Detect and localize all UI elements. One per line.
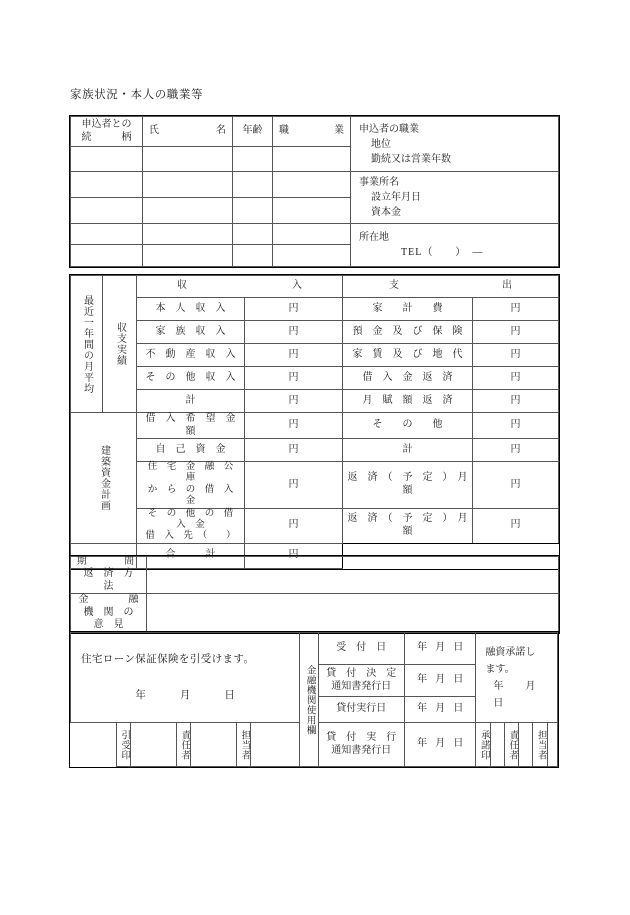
approval-stamp-box-shodakuin[interactable] (490, 723, 504, 767)
approval-stamp-label-tantousha: 担当者 (533, 723, 547, 767)
terms-value-opinion[interactable] (147, 594, 559, 633)
plan-right-amount[interactable]: 円 (473, 508, 559, 543)
plan-right-amount[interactable]: 円 (473, 462, 559, 509)
plan-amount[interactable]: 円 (245, 508, 343, 543)
terms-label-period: 期 間 返 済 方 法 (71, 557, 147, 594)
terms-row-opinion[interactable] (71, 594, 559, 633)
plan-right-label: 返 済 （ 予 定 ） 月 額 (343, 462, 473, 509)
page-title: 家族状況・本人の職業等 (70, 89, 204, 101)
occupation-cell[interactable] (273, 245, 351, 267)
plan-label: 住 宅 金 融 公 庫 か ら の 借 入 金 (137, 462, 245, 509)
income-label: 不 動 産 収 入 (137, 344, 245, 367)
approval-stamp-label-shodakuin: 承諾印 (476, 723, 490, 767)
plan-label: そ の 他 の 借 入 金 借 入 先 （ ） (137, 508, 245, 543)
name-cell[interactable] (143, 198, 233, 224)
age-cell[interactable] (233, 198, 273, 224)
occupation-cell[interactable] (273, 224, 351, 245)
stamp-label-sekininsha: 責任者 (176, 723, 190, 767)
approval-stamp-box-tantousha[interactable] (547, 723, 557, 767)
name-cell[interactable] (143, 245, 233, 267)
stamp-label-tantousha: 担当者 (236, 723, 250, 767)
table-row[interactable] (71, 172, 559, 198)
name-cell[interactable] (143, 172, 233, 198)
table-header-row (71, 117, 559, 147)
stamp-box-uketori-in[interactable] (131, 723, 177, 767)
relation-cell[interactable] (71, 172, 143, 198)
income-label: そ の 他 収 入 (137, 367, 245, 390)
income-label: 本 人 収 入 (137, 298, 245, 321)
age-cell[interactable] (233, 224, 273, 245)
plan-row[interactable] (71, 439, 559, 462)
expense-label: 借 入 金 返 済 (343, 367, 473, 390)
col-header-name: 氏 名 (143, 117, 233, 147)
name-cell[interactable] (143, 224, 233, 245)
plan-right-amount[interactable]: 円 (473, 439, 559, 462)
terms-table (70, 556, 559, 633)
family-occupation-table (70, 116, 559, 267)
bank-use-date-loan-decision-notice[interactable]: 年 月 日 (405, 665, 476, 697)
grand-total-amount[interactable]: 円 (245, 543, 343, 568)
name-cell[interactable] (143, 147, 233, 172)
insurance-stamp-spacer (71, 723, 117, 767)
bank-use-label-loan-decision-notice: 貸 付 決 定 通知書発行日 (318, 665, 405, 697)
col-header-expense: 支 出 (343, 276, 559, 298)
expense-amount[interactable]: 円 (473, 367, 559, 390)
income-total-amount[interactable]: 円 (245, 390, 343, 413)
budget-row[interactable] (71, 344, 559, 367)
budget-row[interactable] (71, 321, 559, 344)
expense-label: 家 賃 及 び 地 代 (343, 344, 473, 367)
occupation-cell[interactable] (273, 172, 351, 198)
side-label-actual-results: 収支実績 (103, 276, 137, 413)
stamp-box-sekininsha[interactable] (191, 723, 237, 767)
income-label: 家 族 収 入 (137, 321, 245, 344)
expense-amount[interactable]: 円 (473, 344, 559, 367)
budget-row[interactable] (71, 298, 559, 321)
relation-cell[interactable] (71, 198, 143, 224)
approval-stamp-box-sekininsha[interactable] (519, 723, 533, 767)
budget-and-funding-table (70, 275, 559, 569)
expense-amount[interactable]: 円 (473, 321, 559, 344)
bank-use-label-loan-execution-date: 貸付実行日 (318, 697, 405, 723)
plan-right-label: 計 (343, 439, 473, 462)
bank-use-side-label: 金融機関使用欄 (300, 633, 318, 767)
side-label-recent-average: 最近一年間の月平均 (71, 276, 103, 413)
side-label-funding-plan: 建築資金計画 (71, 413, 137, 544)
expense-amount[interactable]: 円 (473, 390, 559, 413)
plan-row[interactable] (71, 508, 559, 543)
terms-row-period[interactable] (71, 557, 559, 594)
stamp-box-tantousha[interactable] (251, 723, 300, 767)
plan-right-label: 返 済 （ 予 定 ） 月 額 (343, 508, 473, 543)
expense-amount[interactable]: 円 (473, 298, 559, 321)
income-total-label: 計 (137, 390, 245, 413)
income-amount[interactable]: 円 (245, 367, 343, 390)
bottom-row-1 (71, 633, 558, 665)
plan-amount[interactable]: 円 (245, 439, 343, 462)
plan-right-amount[interactable]: 円 (473, 413, 559, 439)
bank-use-date-receipt[interactable]: 年 月 日 (405, 633, 476, 665)
expense-label: 月 賦 額 返 済 (343, 390, 473, 413)
expense-label: 預 金 及 び 保 険 (343, 321, 473, 344)
col-header-relation: 申込者との 続 柄 (71, 117, 143, 147)
occupation-cell[interactable] (273, 198, 351, 224)
business-office-block: 事業所名 設立年月日 資本金 (351, 172, 559, 224)
income-amount[interactable]: 円 (245, 321, 343, 344)
age-cell[interactable] (233, 147, 273, 172)
plan-amount[interactable]: 円 (245, 462, 343, 509)
occupation-cell[interactable] (273, 147, 351, 172)
terms-label-opinion: 金 融 機 関 の 意 見 (71, 594, 147, 633)
bank-use-date-loan-execution-notice[interactable]: 年 月 日 (405, 723, 476, 767)
bank-use-label-receipt-date: 受 付 日 (318, 633, 405, 665)
budget-header-row (71, 276, 559, 298)
plan-amount[interactable]: 円 (245, 413, 343, 439)
grand-total-label: 合 計 (137, 543, 245, 568)
budget-row[interactable] (71, 367, 559, 390)
relation-cell[interactable] (71, 224, 143, 245)
age-cell[interactable] (233, 172, 273, 198)
approval-stamp-label-sekininsha: 責任者 (504, 723, 518, 767)
income-amount[interactable]: 円 (245, 298, 343, 321)
relation-cell[interactable] (71, 245, 143, 267)
bank-use-label-loan-execution-notice: 貸 付 実 行 通知書発行日 (318, 723, 405, 767)
applicant-occupation-block: 申込者の職業 地位 勤続又は営業年数 (351, 117, 559, 172)
age-cell[interactable] (233, 245, 273, 267)
table-row[interactable] (71, 224, 559, 245)
budget-row-total[interactable] (71, 390, 559, 413)
income-amount[interactable]: 円 (245, 344, 343, 367)
insurance-statement-block: 住宅ローン保証保険を引受けます。 年 月 日 (71, 633, 300, 723)
plan-right-label: そ の 他 (343, 413, 473, 439)
col-header-occupation: 職 業 (273, 117, 351, 147)
bottom-approval-table (70, 632, 558, 767)
plan-row[interactable] (71, 413, 559, 439)
bank-use-date-loan-execution[interactable]: 年 月 日 (405, 697, 476, 723)
relation-cell[interactable] (71, 147, 143, 172)
address-block: 所在地 TEL（ ） — (351, 224, 559, 267)
col-header-age: 年齢 (233, 117, 273, 147)
approval-statement-block: 融資承諾し ます。 年 月 日 (476, 633, 558, 723)
stamp-label-uketori-in: 引受印 (116, 723, 130, 767)
col-header-income: 収 入 (137, 276, 343, 298)
plan-row[interactable] (71, 462, 559, 509)
expense-label: 家 計 費 (343, 298, 473, 321)
plan-label: 借 入 希 望 金 額 (137, 413, 245, 439)
plan-label: 自 己 資 金 (137, 439, 245, 462)
terms-value-period[interactable] (147, 557, 559, 594)
